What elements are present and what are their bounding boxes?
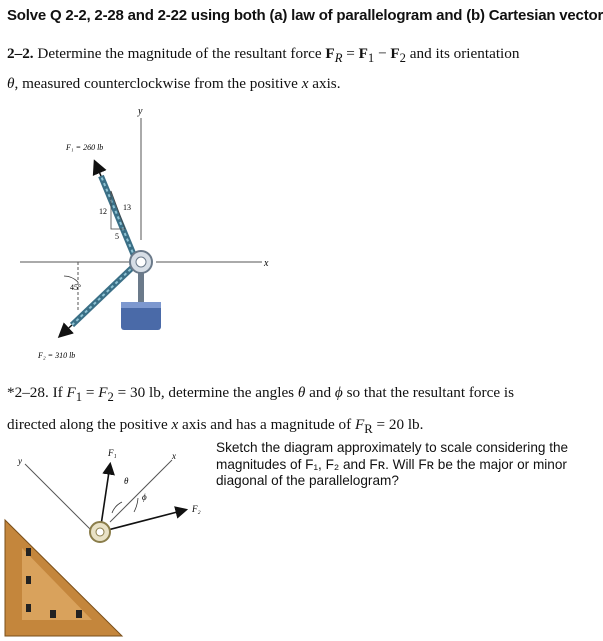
slope-12: 12 — [99, 207, 107, 216]
eyebolt-hole — [96, 528, 104, 536]
theta-label-2: θ — [124, 476, 129, 486]
problem-text: and — [305, 384, 335, 401]
equals: = — [82, 384, 99, 401]
bolt — [26, 604, 31, 612]
f2-arrow — [60, 325, 72, 336]
x-axis-label-2: x — [172, 451, 176, 461]
theta-symbol: θ — [297, 384, 306, 401]
x-symbol: x — [301, 75, 309, 93]
f1-symbol: F — [66, 384, 76, 401]
phi-arc — [134, 498, 138, 512]
problem-text: and its orientation — [405, 45, 520, 62]
problem-number: 2–2. — [7, 45, 34, 62]
f1-label: F₁ = 260 lb — [66, 143, 104, 152]
f2-label-2: F₂ — [192, 504, 201, 514]
angle-45-label: 45° — [70, 283, 82, 292]
f1-label-2: F₁ — [108, 448, 117, 458]
problem-text: so that the resultant force is — [342, 384, 514, 401]
phi-symbol: ϕ — [334, 384, 343, 401]
bolt — [50, 610, 56, 618]
bolt — [76, 610, 82, 618]
f2-vector — [100, 510, 185, 532]
problem-2-28-text — [7, 379, 599, 443]
x-axis-label: x — [264, 258, 269, 269]
problem-text: axis. — [308, 75, 341, 93]
fr-subscript: R — [364, 422, 373, 437]
y-axis-label-2: y — [18, 456, 22, 466]
f1-symbol: F — [358, 45, 368, 62]
problem-text: = 20 lb. — [372, 416, 424, 434]
f2-symbol: F — [390, 45, 400, 62]
f1-arrow — [95, 162, 101, 176]
figure-2-28 — [5, 448, 201, 636]
problem-text: If — [48, 384, 67, 401]
fr-symbol: F — [354, 416, 365, 434]
bolt — [26, 576, 31, 584]
problem-text: axis and has a magnitude of — [178, 416, 355, 434]
theta-symbol: θ — [7, 75, 15, 93]
f2-subscript: 2 — [399, 51, 406, 66]
page-title: Solve Q 2-2, 2-28 and 2-22 using both (a) law of parallelogram and (b) Cartesian vector — [7, 7, 603, 24]
f1-subscript: 1 — [367, 51, 375, 66]
fr-subscript: R — [334, 51, 343, 66]
angle-arc — [64, 276, 78, 282]
x-axis-2 — [110, 460, 172, 522]
problem-text: = 30 lb, determine the angles — [113, 384, 298, 401]
f2-subscript: 2 — [107, 390, 114, 405]
problem-text: directed along the positive — [7, 416, 172, 434]
bucket-top — [121, 302, 161, 308]
slope-13: 13 — [123, 203, 131, 212]
problem-text: Determine the magnitude of the resultant force — [37, 45, 326, 62]
ring-hole — [136, 257, 146, 267]
problem-number: *2–28. — [7, 384, 49, 401]
slope-5: 5 — [115, 232, 119, 241]
fr-symbol: F — [325, 45, 335, 62]
minus: − — [374, 45, 391, 62]
y-axis-label: y — [138, 106, 143, 117]
equals: = — [342, 45, 359, 62]
instruction-note: Sketch the diagram approximately to scale considering the magnitudes of F₁, F₂ and Fʀ. Will Fʀ be the major or minor diagonal of the parallelogram? — [216, 440, 569, 488]
f1-subscript: 1 — [75, 390, 83, 405]
x-symbol: x — [171, 416, 179, 434]
problem-text: , measured counterclockwise from the positive — [14, 75, 302, 93]
f2-symbol: F — [98, 384, 108, 401]
bolt — [26, 548, 31, 556]
f2-label: F₂ = 310 lb — [38, 351, 76, 360]
phi-label-2: ϕ — [142, 492, 147, 502]
y-axis-2 — [25, 464, 96, 535]
